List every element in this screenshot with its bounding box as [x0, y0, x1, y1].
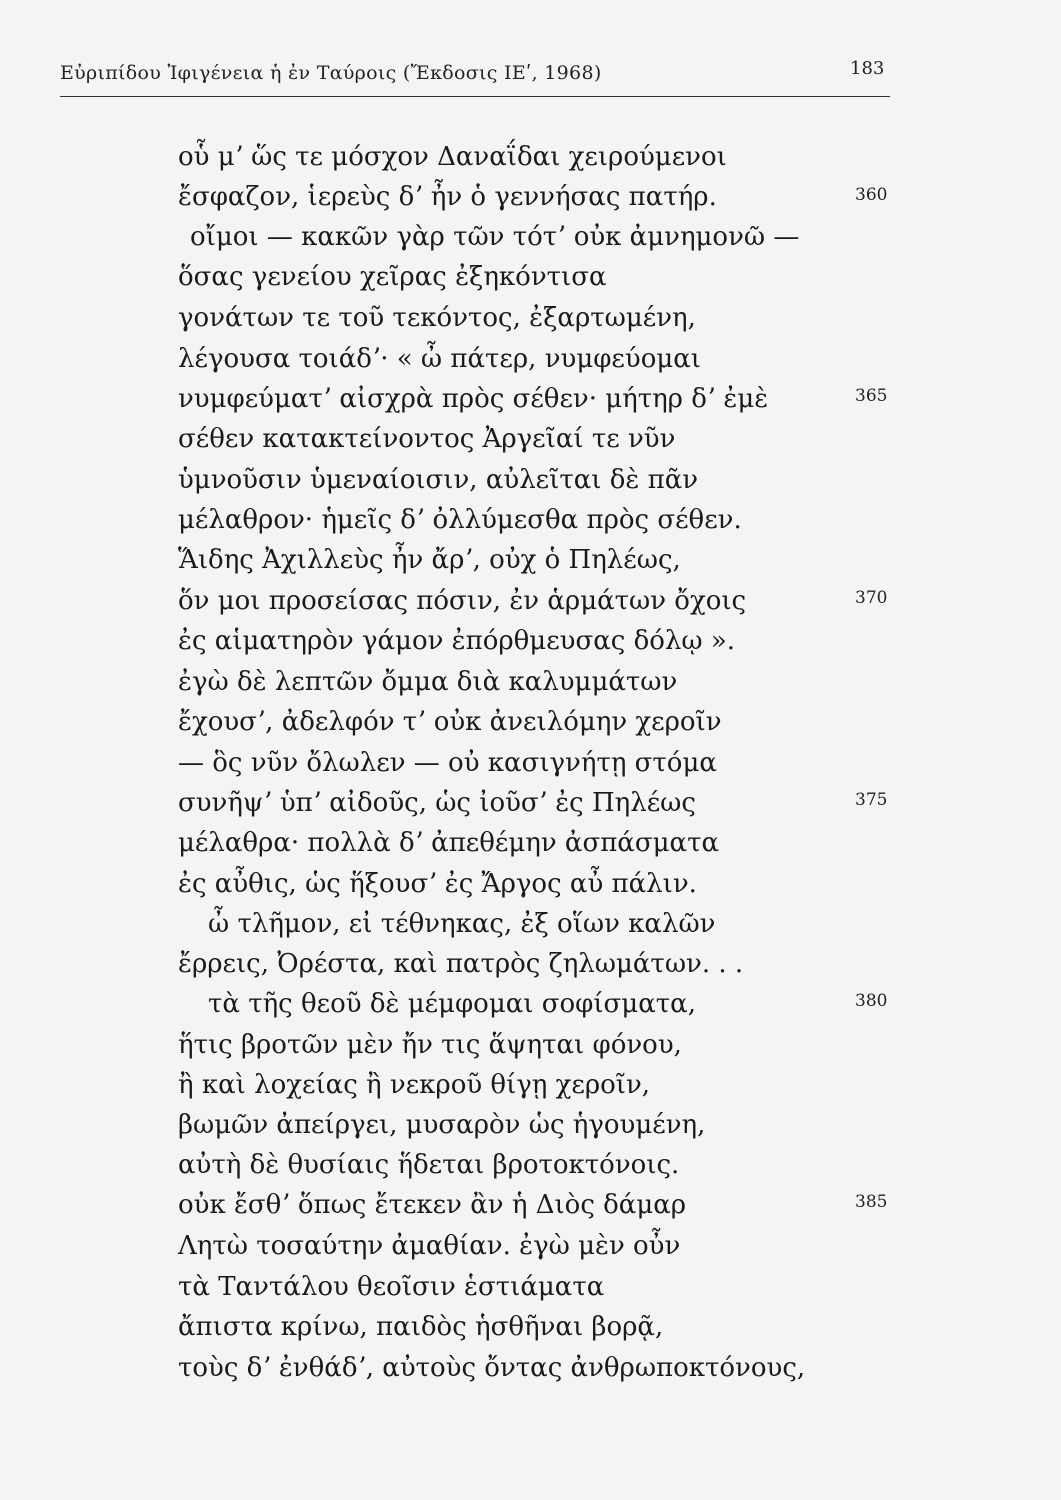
verse-line: — ὃς νῦν ὄλωλεν — οὐ κασιγνήτῃ στόμα: [178, 748, 717, 778]
verse-line: ὑμνοῦσιν ὑμεναίοισιν, αὐλεῖται δὲ πᾶν: [178, 465, 699, 495]
verse-line: ἐς αἱματηρὸν γάμον ἐπόρθμευσας δόλῳ ».: [178, 626, 736, 656]
verse-line: συνῆψʼ ὑπʼ αἰδοῦς, ὡς ἰοῦσʼ ἐς Πηλέως: [178, 788, 696, 818]
verse-line: ἐς αὖθις, ὡς ἥξουσʼ ἐς Ἄργος αὖ πάλιν.: [178, 869, 697, 899]
verse-line: τὰ Ταντάλου θεοῖσιν ἑστιάματα: [178, 1272, 605, 1302]
line-number: 370: [855, 588, 888, 608]
verse-line: ὅν μοι προσείσας πόσιν, ἐν ἁρμάτων ὄχοις: [178, 586, 747, 616]
verse-line: μέλαθρον· ἡμεῖς δʼ ὀλλύμεσθα πρὸς σέθεν.: [178, 505, 742, 535]
line-number: 375: [855, 790, 888, 810]
verse-line: οἴμοι — κακῶν γὰρ τῶν τότʼ οὐκ ἀμνημονῶ —: [190, 222, 800, 252]
line-number: 360: [855, 185, 888, 205]
verse-line: μέλαθρα· πολλὰ δʼ ἀπεθέμην ἀσπάσματα: [178, 828, 720, 858]
line-number: 380: [855, 991, 888, 1011]
verse-line: ἔσφαζον, ἱερεὺς δʼ ἦν ὁ γεννήσας πατήρ.: [178, 182, 717, 212]
header-rule: [60, 96, 890, 97]
verse-line: ἥτις βροτῶν μὲν ἤν τις ἅψηται φόνου,: [178, 1030, 682, 1060]
verse-line: αὐτὴ δὲ θυσίαις ἥδεται βροτοκτόνοις.: [178, 1150, 680, 1180]
verse-line: τὰ τῆς θεοῦ δὲ μέμφομαι σοφίσματα,: [208, 989, 696, 1019]
verse-line: ἢ καὶ λοχείας ἢ νεκροῦ θίγῃ χεροῖν,: [178, 1070, 651, 1100]
verse-line: ἔχουσʼ, ἀδελφόν τʼ οὐκ ἀνειλόμην χεροῖν: [178, 707, 722, 737]
running-title: Εὐριπίδου Ἰφιγένεια ἡ ἐν Ταύροις (Ἔκδοσις ΙΕʹ, 1968): [60, 62, 602, 84]
verse-line: οὐκ ἔσθʼ ὅπως ἔτεκεν ἂν ἡ Διὸς δάμαρ: [178, 1190, 687, 1220]
verse-line: ὦ τλῆμον, εἰ τέθνηκας, ἐξ οἵων καλῶν: [208, 909, 716, 939]
line-number: 365: [855, 386, 888, 406]
verse-line: ὅσας γενείου χεῖρας ἐξηκόντισα: [178, 262, 607, 292]
verse-line: λέγουσα τοιάδʼ· « ὦ πάτερ, νυμφεύομαι: [178, 344, 701, 374]
verse-line: νυμφεύματʼ αἰσχρὰ πρὸς σέθεν· μήτηρ δʼ ἐμὲ: [178, 384, 769, 414]
verse-line: ἄπιστα κρίνω, παιδὸς ἡσθῆναι βορᾷ,: [178, 1312, 664, 1342]
verse-line: ἐγὼ δὲ λεπτῶν ὄμμα διὰ καλυμμάτων: [178, 667, 678, 697]
verse-line: τοὺς δʼ ἐνθάδʼ, αὐτοὺς ὄντας ἀνθρωποκτόνους,: [178, 1353, 806, 1383]
verse-line: γονάτων τε τοῦ τεκόντος, ἐξαρτωμένη,: [178, 303, 696, 333]
verse-line: οὗ μʼ ὥς τε μόσχον Δαναΐδαι χειρούμενοι: [178, 142, 727, 172]
verse-line: Ἅιδης Ἀχιλλεὺς ἦν ἄρʼ, οὐχ ὁ Πηλέως,: [178, 545, 681, 575]
verse-line: βωμῶν ἀπείργει, μυσαρὸν ὡς ἡγουμένη,: [178, 1110, 706, 1140]
line-number: 385: [855, 1192, 888, 1212]
verse-line: ἔρρεις, Ὀρέστα, καὶ πατρὸς ζηλωμάτων. . .: [178, 949, 744, 979]
page-number: 183: [850, 58, 885, 79]
verse-line: σέθεν κατακτείνοντος Ἀργεῖαί τε νῦν: [178, 424, 676, 454]
verse-line: Λητὼ τοσαύτην ἀμαθίαν. ἐγὼ μὲν οὖν: [178, 1231, 681, 1261]
